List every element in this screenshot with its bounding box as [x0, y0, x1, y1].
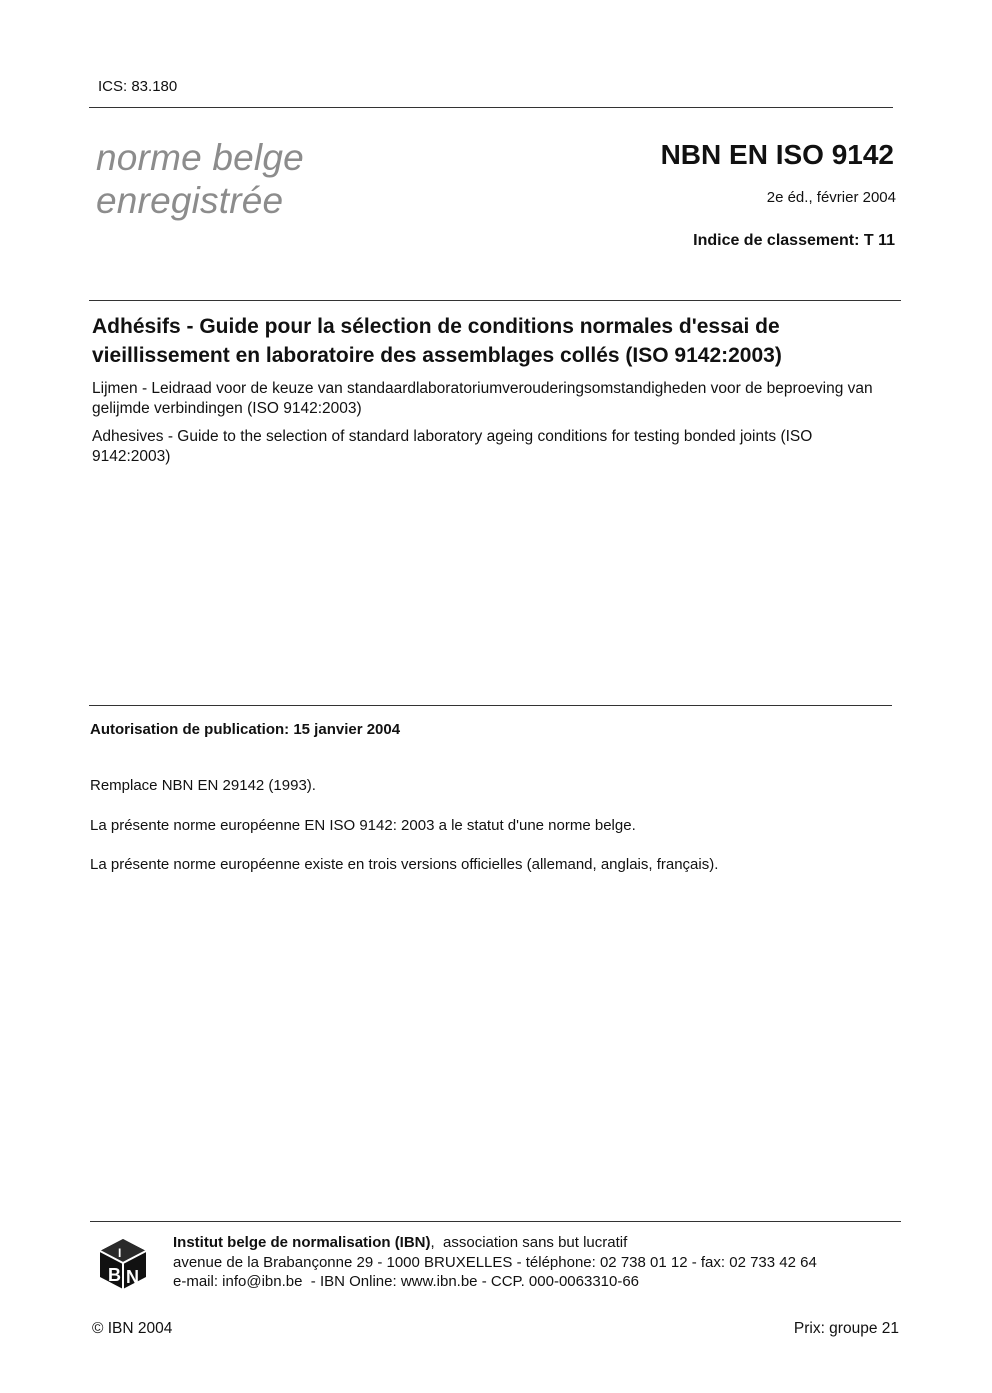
versions-note: La présente norme européenne existe en trois versions officielles (allemand, anglais, français). — [90, 856, 719, 873]
classification-index: Indice de classement: T 11 — [693, 232, 895, 249]
header-divider — [89, 107, 893, 108]
institute-name: Institut belge de normalisation (IBN) — [173, 1234, 431, 1251]
institute-suffix: , association sans but lucratif — [430, 1234, 628, 1251]
title-dutch: Lijmen - Leidraad voor de keuze van standaardlaboratoriumverouderingsomstandigheden voor de beproeving van gelijmde verbindingen (ISO 9142:2003) — [92, 380, 873, 417]
ibn-logo-icon — [98, 1237, 148, 1291]
footer-divider — [90, 1221, 901, 1222]
institute-address: avenue de la Brabançonne 29 - 1000 BRUXELLES - téléphone: 02 738 01 12 - fax: 02 733 42 64 — [173, 1253, 817, 1271]
institute-line — [173, 1233, 817, 1253]
title-divider — [89, 300, 901, 301]
publication-authorization: Autorisation de publication: 15 janvier 2004 — [90, 721, 401, 738]
svg-text:B: B — [108, 1265, 121, 1285]
replaces-note: Remplace NBN EN 29142 (1993). — [90, 777, 316, 794]
brand-title — [96, 136, 304, 222]
price-group: Prix: groupe 21 — [793, 1320, 899, 1337]
publication-divider — [89, 705, 892, 706]
brand-line-1: norme belge — [96, 137, 304, 178]
ics-code: ICS: 83.180 — [98, 78, 178, 95]
edition-date: 2e éd., février 2004 — [766, 189, 896, 206]
title-english: Adhesives - Guide to the selection of standard laboratory ageing conditions for testing bonded joints (ISO 9142:2003) — [92, 428, 813, 465]
status-note: La présente norme européenne EN ISO 9142: 2003 a le statut d'une norme belge. — [90, 817, 636, 834]
svg-text:N: N — [126, 1267, 139, 1287]
svg-text:I: I — [118, 1246, 122, 1260]
institute-contact: e-mail: info@ibn.be - IBN Online: www.ibn.be - CCP. 000-0063310-66 — [173, 1273, 640, 1290]
title-french: Adhésifs - Guide pour la sélection de conditions normales d'essai de vieillissement en laboratoire des assemblages collés (ISO 9142:2003) — [92, 315, 782, 367]
institute-info — [173, 1233, 817, 1292]
copyright: © IBN 2004 — [92, 1320, 173, 1337]
brand-line-2: enregistrée — [96, 180, 284, 221]
standard-number: NBN EN ISO 9142 — [660, 139, 894, 170]
